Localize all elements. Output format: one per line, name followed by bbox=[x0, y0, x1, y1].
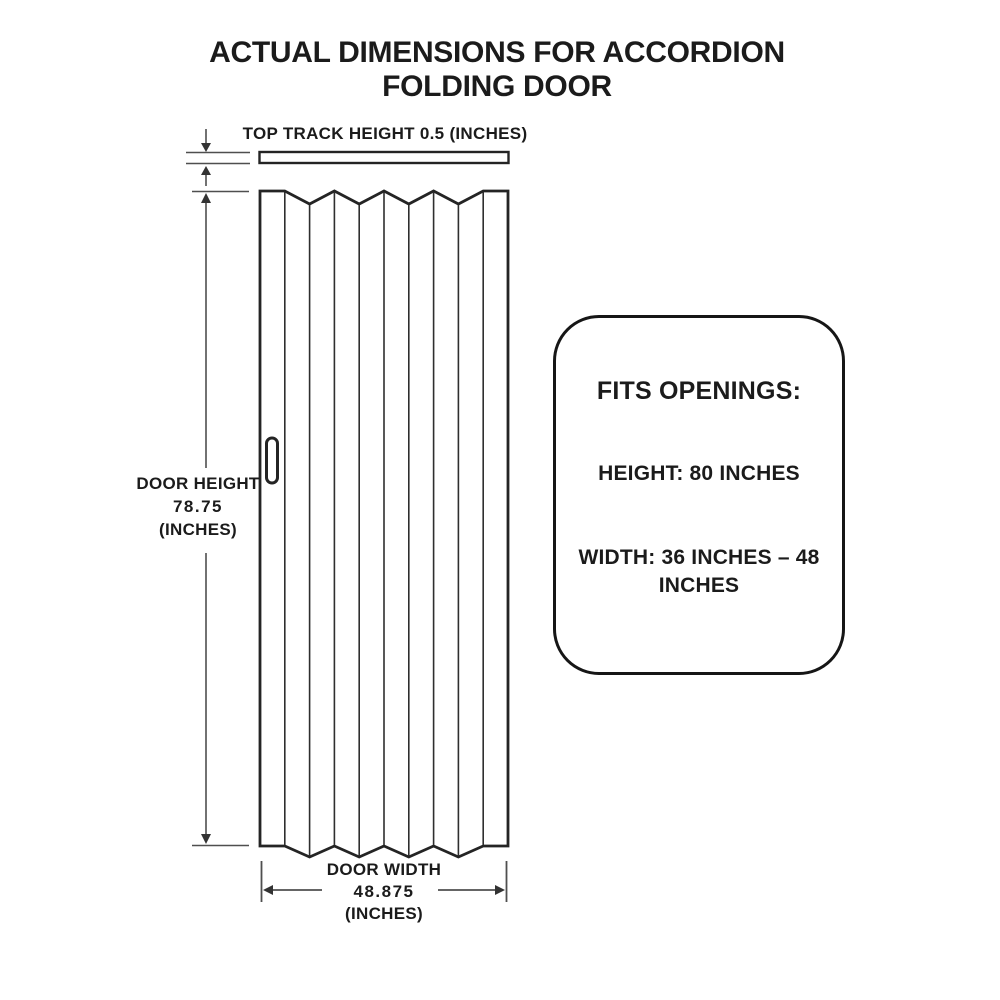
door-height-value: 78.75 bbox=[172, 497, 224, 516]
door-width-label: DOOR WIDTH bbox=[326, 860, 442, 879]
door-height-label: DOOR HEIGHT bbox=[136, 474, 260, 493]
door-width-label-block bbox=[299, 859, 469, 925]
door-height-unit: (INCHES) bbox=[159, 520, 237, 539]
fits-openings-width bbox=[556, 544, 842, 600]
top-track-label: TOP TRACK HEIGHT 0.5 (INCHES) bbox=[242, 124, 528, 143]
fits-openings-box bbox=[553, 315, 845, 675]
door-height-label-block bbox=[112, 472, 284, 541]
fits-openings-heading: FITS OPENINGS: bbox=[596, 377, 802, 405]
fits-openings-height: HEIGHT: 80 INCHES bbox=[598, 462, 800, 485]
track-dimension-arrowheads bbox=[201, 143, 211, 175]
top-track-bar bbox=[260, 152, 509, 163]
door-width-value: 48.875 bbox=[353, 882, 415, 901]
page-title-line-2: FOLDING DOOR bbox=[382, 70, 612, 103]
page-title-line-1: ACTUAL DIMENSIONS FOR ACCORDION bbox=[209, 36, 785, 69]
fits-openings-width-line-1: WIDTH: 36 INCHES – 48 bbox=[578, 546, 820, 569]
page-title bbox=[100, 36, 894, 104]
door-width-unit: (INCHES) bbox=[345, 904, 423, 923]
fits-openings-width-line-2: INCHES bbox=[658, 574, 740, 597]
